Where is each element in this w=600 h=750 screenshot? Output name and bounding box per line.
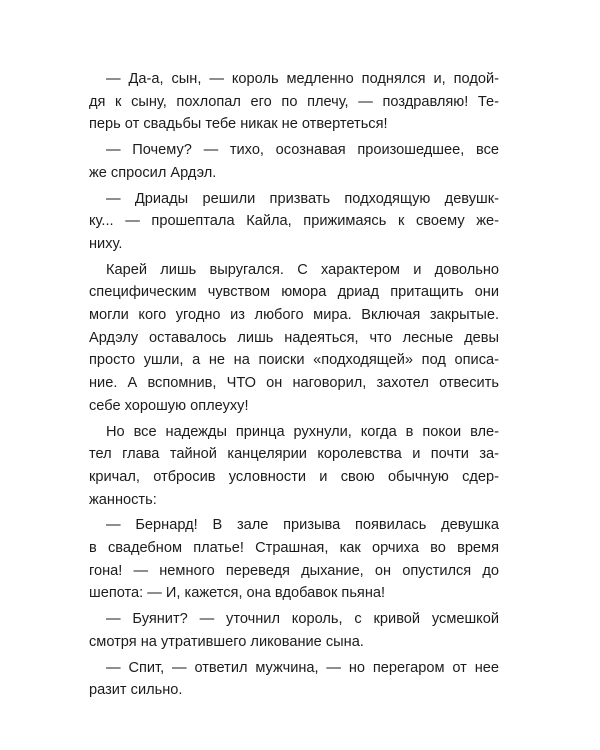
text-line: ние. А вспомнив, ЧТО он наговорил, захотел отвесить xyxy=(89,375,499,392)
text-line: — Да-а, сын, — король медленно поднялся и, подой- xyxy=(106,71,499,87)
text-line: Ардэлу оставалось лишь надеяться, что лесные девы xyxy=(89,329,499,346)
text-line: тел глава тайной канцелярии королевства и почти за- xyxy=(89,446,499,463)
paragraph-4 xyxy=(89,259,499,418)
book-page xyxy=(89,68,499,705)
text-line: — Почему? — тихо, осознавая произошедшее, все xyxy=(106,142,499,159)
paragraph-6 xyxy=(89,514,499,605)
text-line: — Спит, — ответил мужчина, — но перегаром от нее xyxy=(106,659,499,676)
paragraph-3 xyxy=(89,188,499,256)
text-line: ку... — прошептала Кайла, прижимаясь к своему же- xyxy=(89,213,499,230)
text-line: перь от свадьбы тебе никак не отвертеться! xyxy=(89,116,388,133)
text-line: разит сильно. xyxy=(89,682,183,699)
text-line: — Бернард! В зале призыва появилась девушка xyxy=(106,517,499,534)
text-line: ниху. xyxy=(89,235,123,252)
text-line: могли кого угодно из любого мира. Включая закрытые. xyxy=(89,307,499,324)
text-line: просто ушли, а не на поиски «подходящей» под описа- xyxy=(89,352,499,369)
text-line: жанность: xyxy=(89,491,157,508)
text-line: же спросил Ардэл. xyxy=(89,164,217,181)
paragraph-1 xyxy=(89,68,499,136)
text-line: смотря на утратившего ликование сына. xyxy=(89,633,364,650)
text-line: специфическим чувством юмора дриад притащить они xyxy=(89,284,499,301)
text-line: Карей лишь выругался. С характером и довольно xyxy=(106,261,499,278)
paragraph-5 xyxy=(89,421,499,512)
text-line: — Буянит? — уточнил король, с кривой усмешкой xyxy=(106,611,499,628)
paragraph-7 xyxy=(89,608,499,653)
text-line: кричал, отбросив условности и свою обычную сдер- xyxy=(89,468,499,485)
text-line: дя к сыну, похлопал его по плечу, — поздравляю! Те- xyxy=(89,93,499,110)
text-line: себе хорошую оплеуху! xyxy=(89,397,249,414)
text-line: гона! — немного переведя дыхание, он опустился до xyxy=(89,562,499,579)
paragraph-8 xyxy=(89,657,499,702)
text-line: Но все надежды принца рухнули, когда в покои вле- xyxy=(106,423,499,440)
text-line: шепота: — И, кажется, она вдобавок пьяна! xyxy=(89,585,386,602)
text-line: в свадебном платье! Страшная, как орчиха во время xyxy=(89,540,499,557)
text-line: — Дриады решили призвать подходящую девушк- xyxy=(106,190,499,207)
paragraph-2 xyxy=(89,139,499,184)
